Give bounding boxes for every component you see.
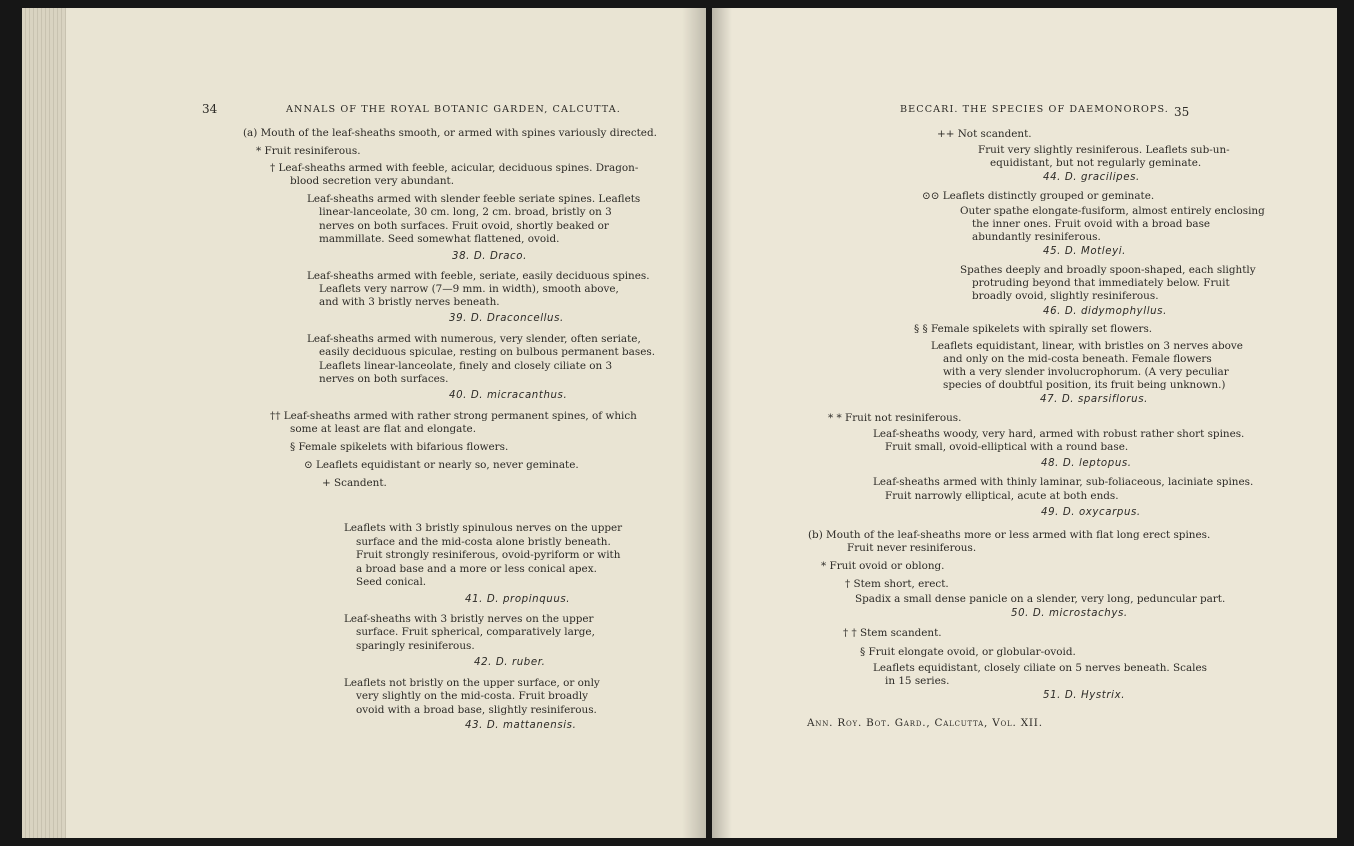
text-line: some at least are flat and elongate. <box>290 423 476 435</box>
text-line: and only on the mid-costa beneath. Female flowers <box>943 353 1212 365</box>
text-line: Leaf-sheaths with 3 bristly nerves on the upper <box>344 613 594 625</box>
text-line: with a very slender involucrophorum. (A very peculiar <box>943 366 1229 378</box>
species-name: 38. D. Draco. <box>452 251 527 262</box>
text-line: species of doubtful position, its fruit being unknown.) <box>943 379 1226 391</box>
text-line: Leaflets equidistant, linear, with bristles on 3 nerves above <box>931 340 1243 352</box>
text-line: linear-lanceolate, 30 cm. long, 2 cm. broad, bristly on 3 <box>319 206 612 218</box>
text-line: a broad base and a more or less conical apex. <box>356 563 597 575</box>
page-footer: Ann. Roy. Bot. Gard., Calcutta, Vol. XII. <box>807 717 1043 729</box>
text-line: § § Female spikelets with spirally set flowers. <box>914 323 1153 335</box>
species-name: 45. D. Motleyi. <box>1043 246 1126 257</box>
text-line: abundantly resiniferous. <box>972 231 1101 243</box>
page-edges <box>22 8 66 838</box>
text-line: * * Fruit not resiniferous. <box>828 412 962 424</box>
text-line: the inner ones. Fruit ovoid with a broad base <box>972 218 1211 230</box>
species-name: 40. D. micracanthus. <box>449 390 568 401</box>
text-line: Fruit small, ovoid-elliptical with a round base. <box>885 441 1129 453</box>
text-line: Spathes deeply and broadly spoon-shaped, each slightly <box>960 264 1256 276</box>
text-line: ovoid with a broad base, slightly resiniferous. <box>356 704 597 716</box>
text-line: Fruit very slightly resiniferous. Leaflets sub-un- <box>978 144 1230 156</box>
text-line: sparingly resiniferous. <box>356 640 475 652</box>
text-line: †† Leaf-sheaths armed with rather strong permanent spines, of which <box>270 410 637 422</box>
text-line: equidistant, but not regularly geminate. <box>990 157 1202 169</box>
running-head: BECCARI. THE SPECIES OF DAEMONOROPS. <box>900 104 1169 115</box>
text-line: Fruit narrowly elliptical, acute at both ends. <box>885 490 1119 502</box>
text-line: Fruit strongly resiniferous, ovoid-pyriform or with <box>356 549 621 561</box>
text-line: (a) Mouth of the leaf-sheaths smooth, or armed with spines variously directed. <box>243 127 657 139</box>
text-line: Leaflets equidistant, closely ciliate on 5 nerves beneath. Scales <box>873 662 1207 674</box>
text-line: Leaf-sheaths woody, very hard, armed with robust rather short spines. <box>873 428 1245 440</box>
text-line: ++ Not scandent. <box>937 128 1032 140</box>
text-line: surface and the mid-costa alone bristly beneath. <box>356 536 611 548</box>
species-name: 50. D. microstachys. <box>1011 608 1128 619</box>
text-line: mammillate. Seed somewhat flattened, ovoid. <box>319 233 560 245</box>
text-line: Leaflets with 3 bristly spinulous nerves on the upper <box>344 522 623 534</box>
species-name: 39. D. Draconcellus. <box>449 313 564 324</box>
text-line: Leaflets very narrow (7—9 mm. in width), smooth above, <box>319 283 619 295</box>
text-line: Leaf-sheaths armed with numerous, very slender, often seriate, <box>307 333 641 345</box>
running-head: ANNALS OF THE ROYAL BOTANIC GARDEN, CALCUTTA. <box>286 104 621 115</box>
text-line: Leaflets not bristly on the upper surface, or only <box>344 677 600 689</box>
text-line: Outer spathe elongate-fusiform, almost entirely enclosing <box>960 205 1265 217</box>
text-line: (b) Mouth of the leaf-sheaths more or less armed with flat long erect spines. <box>808 529 1211 541</box>
text-line: Seed conical. <box>356 576 427 588</box>
species-name: 46. D. didymophyllus. <box>1043 306 1167 317</box>
text-line: Leaf-sheaths armed with feeble, seriate, easily deciduous spines. <box>307 270 650 282</box>
text-line: nerves on both surfaces. <box>319 373 449 385</box>
text-line: * Fruit resiniferous. <box>256 145 361 157</box>
text-line: + Scandent. <box>322 477 387 489</box>
text-line: very slightly on the mid-costa. Fruit broadly <box>356 690 589 702</box>
species-name: 44. D. gracilipes. <box>1043 172 1140 183</box>
text-line: Leaf-sheaths armed with slender feeble seriate spines. Leaflets <box>307 193 641 205</box>
species-name: 43. D. mattanensis. <box>465 720 577 731</box>
species-name: 51. D. Hystrix. <box>1043 690 1126 701</box>
gutter-shadow <box>712 8 732 838</box>
species-name: 48. D. leptopus. <box>1041 458 1132 469</box>
text-line: protruding beyond that immediately below. Fruit <box>972 277 1230 289</box>
page-number: 35 <box>1174 105 1190 119</box>
text-line: easily deciduous spiculae, resting on bulbous permanent bases. <box>319 346 655 358</box>
text-line: ⊙ Leaflets equidistant or nearly so, never geminate. <box>304 459 579 471</box>
text-line: † † Stem scandent. <box>843 627 942 639</box>
text-line: and with 3 bristly nerves beneath. <box>319 296 500 308</box>
text-line: § Female spikelets with bifarious flowers. <box>290 441 509 453</box>
text-line: Fruit never resiniferous. <box>847 542 977 554</box>
text-line: † Stem short, erect. <box>845 578 949 590</box>
text-line: † Leaf-sheaths armed with feeble, acicular, deciduous spines. Dragon- <box>270 162 639 174</box>
text-line: in 15 series. <box>885 675 950 687</box>
text-line: § Fruit elongate ovoid, or globular-ovoid. <box>860 646 1076 658</box>
species-name: 49. D. oxycarpus. <box>1041 507 1141 518</box>
text-line: nerves on both surfaces. Fruit ovoid, shortly beaked or <box>319 220 609 232</box>
gutter-shadow <box>682 8 706 838</box>
text-line: Leaflets linear-lanceolate, finely and closely ciliate on 3 <box>319 360 613 372</box>
text-line: Spadix a small dense panicle on a slender, very long, peduncular part. <box>855 593 1226 605</box>
text-line: blood secretion very abundant. <box>290 175 455 187</box>
text-line: ⊙⊙ Leaflets distinctly grouped or geminate. <box>922 190 1155 202</box>
species-name: 41. D. propinquus. <box>465 594 571 605</box>
text-line: surface. Fruit spherical, comparatively large, <box>356 626 595 638</box>
text-line: * Fruit ovoid or oblong. <box>821 560 945 572</box>
text-line: broadly ovoid, slightly resiniferous. <box>972 290 1159 302</box>
text-line: Leaf-sheaths armed with thinly laminar, sub-foliaceous, laciniate spines. <box>873 476 1254 488</box>
page-number: 34 <box>202 102 218 116</box>
species-name: 47. D. sparsiflorus. <box>1040 394 1148 405</box>
species-name: 42. D. ruber. <box>474 657 546 668</box>
